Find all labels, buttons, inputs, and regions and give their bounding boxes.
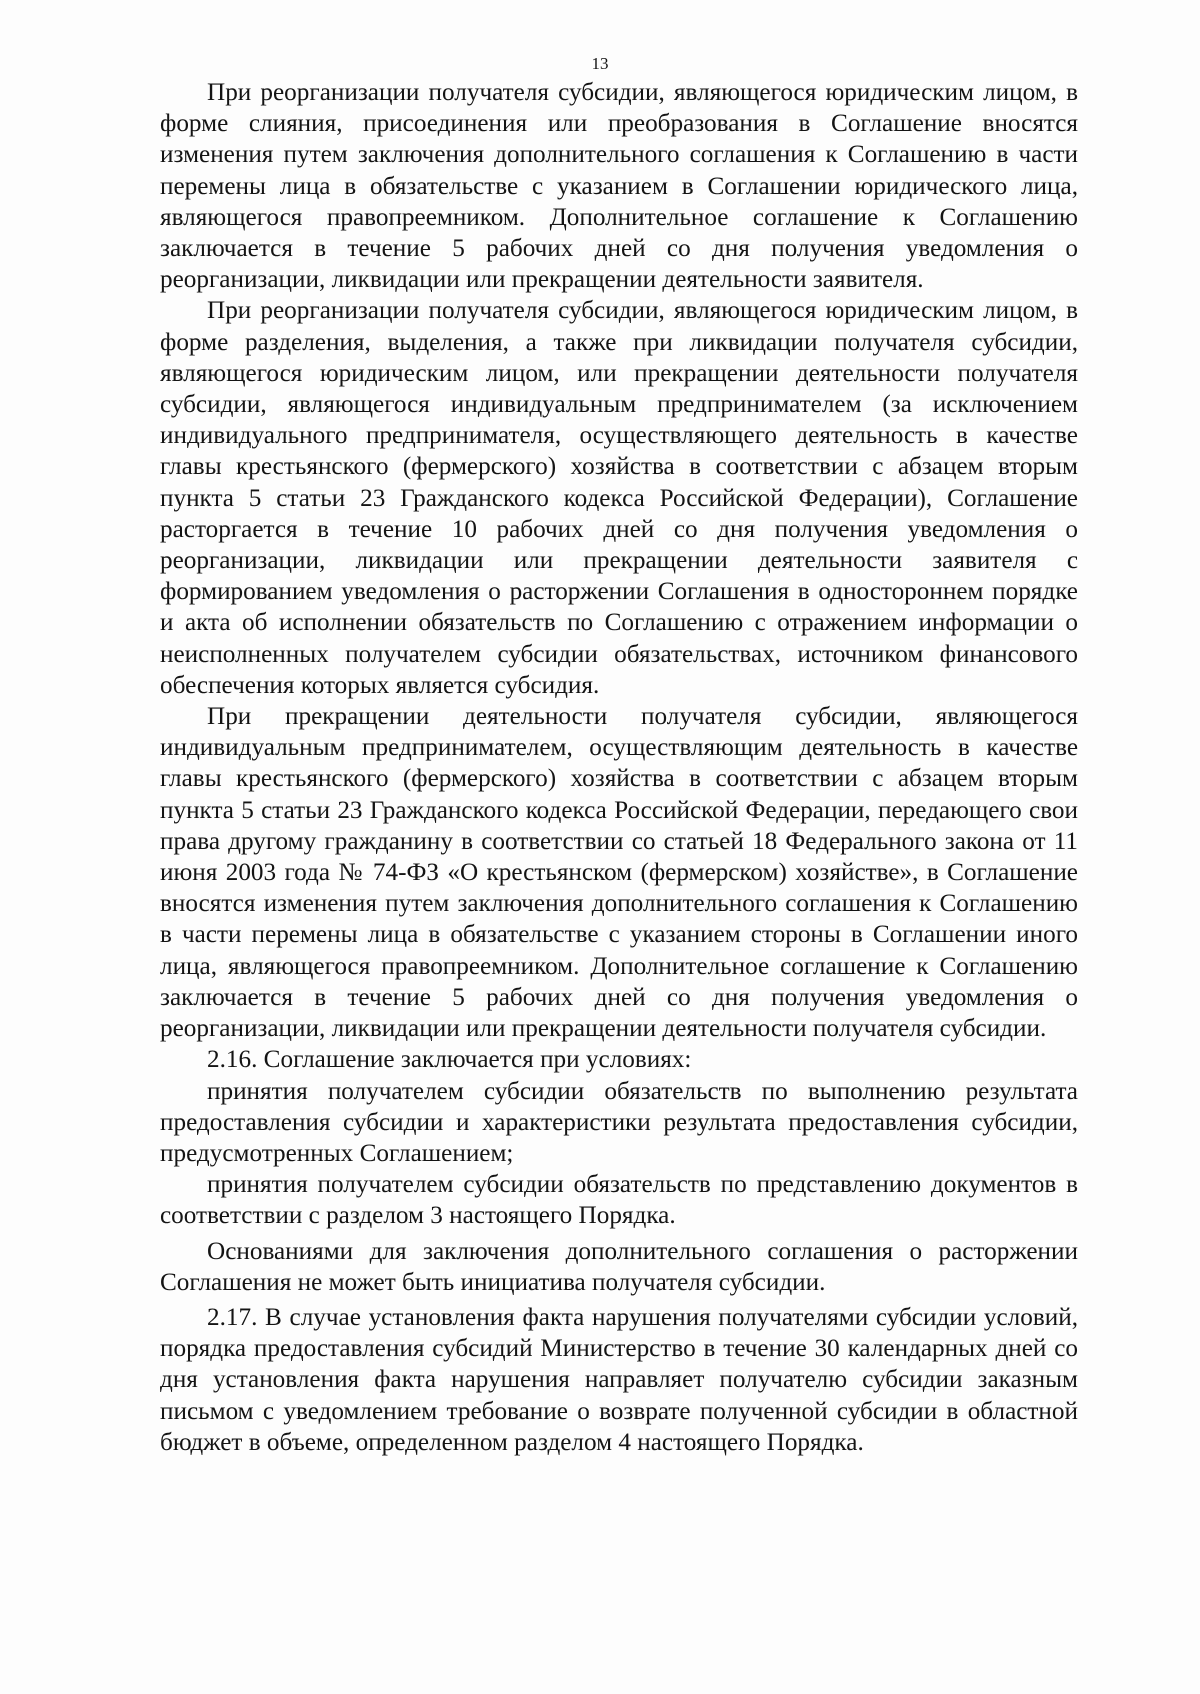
paragraph-2-16-heading: 2.16. Соглашение заключается при условиях: — [207, 1046, 692, 1074]
paragraph-reorganization-division: При реорганизации получателя субсидии, являющегося юридическим лицом, в форме разделения, выделения, а также при ликвидации получателя субсидии, являющегося юридическим лицом, или прекращении деятельности получателя субсидии, являющегося индивидуальным предпринимателем (за исключением индивидуального предпринимателя, осуществляющего деятельность в качестве главы крестьянского (фермерского) хозяйства в соответствии с абзацем вторым пункта 5 статьи 23 Гражданского кодекса Российской Федерации), Соглашение расторгается в течение 10 рабочих дней со дня получения уведомления о реорганизации, ликвидации или прекращении деятельности заявителя с формированием уведомления о расторжении Соглашения в одностороннем порядке и акта об исполнении обязательств по Соглашению с отражением информации о неисполненных получателем субсидии обязательствах, источником финансового обеспечения которых является субсидия. — [160, 297, 1078, 699]
document-body — [160, 77, 1078, 1458]
paragraph-termination-grounds: Основаниями для заключения дополнительного соглашения о расторжении Соглашения не может быть инициатива получателя субсидии. — [160, 1237, 1078, 1296]
paragraph-reorganization-merger: При реорганизации получателя субсидии, являющегося юридическим лицом, в форме слияния, присоединения или преобразования в Соглашение вносятся изменения путем заключения дополнительного соглашения к Соглашению в части перемены лица в обязательстве с указанием в Соглашении юридического лица, являющегося правопреемником. Дополнительное соглашение к Соглашению заключается в течение 5 рабочих дней со дня получения уведомления о реорганизации, ликвидации или прекращении деятельности заявителя. — [160, 79, 1078, 294]
paragraph-condition-documents: принятия получателем субсидии обязательств по представлению документов в соответствии с разделом 3 настоящего Порядка. — [160, 1171, 1078, 1230]
paragraph-2-17-violation: 2.17. В случае установления факта нарушения получателями субсидии условий, порядка предоставления субсидий Министерство в течение 30 календарных дней со дня установления факта нарушения направляет получателю субсидии заказным письмом с уведомлением требование о возврате полученной субсидии в областной бюджет в объеме, определенном разделом 4 настоящего Порядка. — [160, 1303, 1078, 1456]
paragraph-farm-head-termination: При прекращении деятельности получателя субсидии, являющегося индивидуальным предпринимателем, осуществляющим деятельность в качестве главы крестьянского (фермерского) хозяйства в соответствии с абзацем вторым пункта 5 статьи 23 Гражданского кодекса Российской Федерации, передающего свои права другому гражданину в соответствии со статьей 18 Федерального закона от 11 июня 2003 года № 74-ФЗ «О крестьянском (фермерском) хозяйстве», в Соглашение вносятся изменения путем заключения дополнительного соглашения к Соглашению в части перемены лица в обязательстве с указанием стороны в Соглашении иного лица, являющегося правопреемником. Дополнительное соглашение к Соглашению заключается в течение 5 рабочих дней со дня получения уведомления о реорганизации, ликвидации или прекращении деятельности получателя субсидии. — [160, 703, 1078, 1043]
page-number: 13 — [591, 54, 609, 73]
paragraph-condition-results: принятия получателем субсидии обязательств по выполнению результата предоставления субсидии и характеристики результата предоставления субсидии, предусмотренных Соглашением; — [160, 1077, 1078, 1167]
